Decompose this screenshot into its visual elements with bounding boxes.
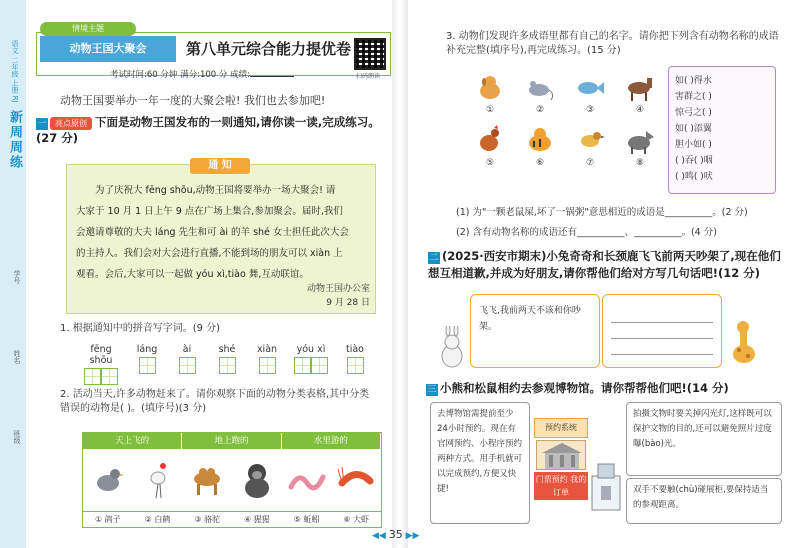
wolf-icon [620,125,660,168]
pinyin-row [78,344,378,385]
animal-number: ⑤ [485,158,495,168]
notice-tab: 通 知 [190,158,250,174]
animal-number: ② [535,105,545,115]
notice-org: 动物王国办公室 [306,284,370,294]
sign-reservation: 预约系统 [534,418,588,438]
intro-text: 动物王国要举办一年一度的大聚会啦! 我们也去参加吧! [60,94,326,107]
qr-label: 扫码朗读 [356,73,381,80]
fish-icon [570,74,610,115]
q3-text: 3. 动物们发现许多成语里都有自己的名字。请你把下列含有动物名称的成语补充完整(填序号),再完成练习。(15 分) [446,31,779,56]
pinyin-item [338,344,372,385]
writing-cell[interactable] [219,357,236,374]
writing-cell[interactable] [347,357,364,374]
animal-row [470,125,660,168]
idiom-animal-grid [470,74,660,168]
animal-label: ② 白鹤 [144,515,171,524]
writing-cell[interactable] [294,357,311,374]
spine-field-class: 班级 [13,430,21,444]
q1-text: 1. 根据通知中的拼音写字词。(9 分) [60,323,221,334]
museum-exhibit-icon [590,462,622,515]
spine-field-id: 学号 [13,270,21,284]
shrimp-icon [331,449,381,511]
section3-text: 小熊和松鼠相约去参观博物馆。请你帮帮他们吧!(14 分) [440,381,729,395]
pinyin-text: shé [218,344,236,355]
giraffe-icon [726,318,762,371]
pinyin-item [210,344,244,385]
rooster-icon [470,125,510,168]
section2-heading [428,248,784,282]
animal-number: ⑦ [585,158,595,168]
pinyin-item [250,344,284,385]
pinyin-text: yóu xì [296,344,326,355]
animal-table [82,432,382,528]
dog-icon [470,74,510,115]
section3-heading [426,380,782,396]
exam-title: 第八单元综合能力提优卷 [186,40,352,58]
pinyin-item [170,344,204,385]
animal-label: ③ 骆驼 [194,515,221,524]
notice-line: 会邀请尊敬的大夫 láng 先生和可 ài 的羊 shé 女士担任此次大会 [76,227,349,238]
animal-number: ⑧ [635,158,645,168]
animal-number: ③ [585,105,595,115]
rabbit-icon [436,326,468,371]
section2-text: (2025·西安市期末)小兔奇奇和长颈鹿飞飞前两天吵架了,现在他们想互相道歉,并成为好朋友,请你帮他们给对方写几句话吧!(12 分) [428,249,781,280]
theme-tag: 情境主题 [40,22,136,36]
pinyin-text: fēng shōu [89,344,113,366]
animal-label: ④ 猩猩 [243,515,270,524]
header-water: 水里游的 [282,433,381,449]
page-number-text: 35 [388,528,403,541]
pinyin-item [130,344,164,385]
q3-sub1: (1) 为"一颗老鼠屎,坏了一锅粥"意思相近的成语是__________。(2 分) [456,207,748,218]
writing-cell[interactable] [139,357,156,374]
idiom-item[interactable]: 惊弓之( ) [675,108,712,118]
bubble-text: 飞飞,我前两天不该和你吵架。 [479,306,581,332]
q2-text: 2. 活动当天,许多动物赶来了。请你观察下面的动物分类表格,其中分类错误的动物是( )。(填序号)(3 分) [60,389,370,414]
header-land: 地上跑的 [182,433,281,449]
writing-cell[interactable] [84,368,101,385]
idiom-item[interactable]: 胆小如( ) [675,140,712,150]
spine-subtitle: 语文 二年级 上册 RJ [11,40,19,103]
writing-cell[interactable] [101,368,118,385]
animal-number: ⑥ [535,158,545,168]
section1-text: 下面是动物王国发布的一则通知,请你读一读,完成练习。(27 分) [36,115,380,145]
writing-cell[interactable] [311,357,328,374]
animal-number: ④ [635,105,645,115]
bird-icon [570,125,610,168]
spine-field-name: 姓名 [13,350,21,364]
museum-card-right-bottom: 双手不要触(chù)碰展柜,要保持适当的参观距离。 [626,478,782,524]
pinyin-item [78,344,124,385]
camel-icon [182,449,232,511]
section1-badge: 亮点原创 [50,117,92,130]
animal-table-header [83,433,381,449]
animal-number: ① [485,105,495,115]
notice-line: 大家于 10 月 1 日上午 9 点在广场上集合,参加聚会。届时,我们 [76,206,343,217]
exam-info-text: 考试时间:60 分钟 满分:100 分 成绩: [110,70,250,80]
animal-label: ① 鸽子 [94,515,121,524]
notice-date: 9 月 28 日 [326,298,370,308]
pinyin-text: láng [136,344,158,355]
mouse-icon [520,74,560,115]
horse-icon [620,74,660,115]
writing-cell[interactable] [179,357,196,374]
idiom-item[interactable]: 害群之( ) [675,92,712,102]
animal-images [83,449,381,511]
idiom-item[interactable]: 如( )得水 [675,76,712,86]
earthworm-icon [282,449,332,511]
theme-title: 动物王国大聚会 [40,36,176,62]
header-sky: 天上飞的 [83,433,182,449]
qr-code[interactable] [354,38,386,70]
page-number [372,528,419,541]
idiom-item[interactable]: 如( )添翼 [675,124,712,134]
writing-cell[interactable] [259,357,276,374]
sign-ticket: 门票预约 我的订单 [534,472,588,500]
pinyin-text: xiàn [256,344,278,355]
page-dots-left: ◀◀ [372,531,389,541]
pinyin-text: tiào [346,344,364,355]
idiom-item[interactable]: ( )鸣( )吠 [675,172,713,182]
section1-number: 一 [37,119,47,129]
notice-line: 为了庆祝大 fēng shōu,动物王国将要举办一场大聚会! 请 [95,185,336,196]
page-dots-right: ▶▶ [402,531,420,541]
animal-labels [83,511,381,527]
pinyin-text: ài [182,344,192,355]
tiger-icon [520,125,560,168]
museum-building-icon [536,440,586,470]
exam-info [110,68,294,80]
spine-title: 新周周练 [7,110,22,170]
pigeon-icon [83,449,133,511]
idiom-box [668,66,776,194]
section2-number: 二 [429,253,439,263]
section1-heading [36,114,388,146]
animal-label: ⑤ 蚯蚓 [293,515,320,524]
idiom-item[interactable]: ( )吞( )咽 [675,156,713,166]
notice-line: 的主持人。我们会对大会进行直播,不能到场的朋友可以 xiàn 上 [76,248,343,259]
animal-row [470,74,660,115]
museum-card-left: 去博物馆需提前至少24小时预约。现在有官网预约、小程序预约两种方式。用手机就可以完成预约,方便又快捷! [430,402,530,524]
page-gutter [392,0,408,548]
museum-card-right-top: 拍摄文物时要关掉闪光灯,这样既可以保护文物的目的,还可以避免照片过度曝(bào)光。 [626,402,782,476]
gorilla-icon [232,449,282,511]
rabbit-speech-bubble[interactable] [470,294,600,368]
animal-label: ⑥ 大虾 [343,515,370,524]
giraffe-speech-bubble[interactable] [602,294,722,368]
notice-body [76,180,368,285]
q3-sub2: (2) 含有动物名称的成语还有__________、__________。(4 分) [456,227,717,238]
pinyin-item [290,344,332,385]
notice-signature [250,282,370,310]
crane-icon [133,449,183,511]
section3-number: 三 [427,385,437,395]
notice-line: 观看。会后,大家可以一起做 yóu xì,tiào 舞,互动联谊。 [76,269,309,280]
